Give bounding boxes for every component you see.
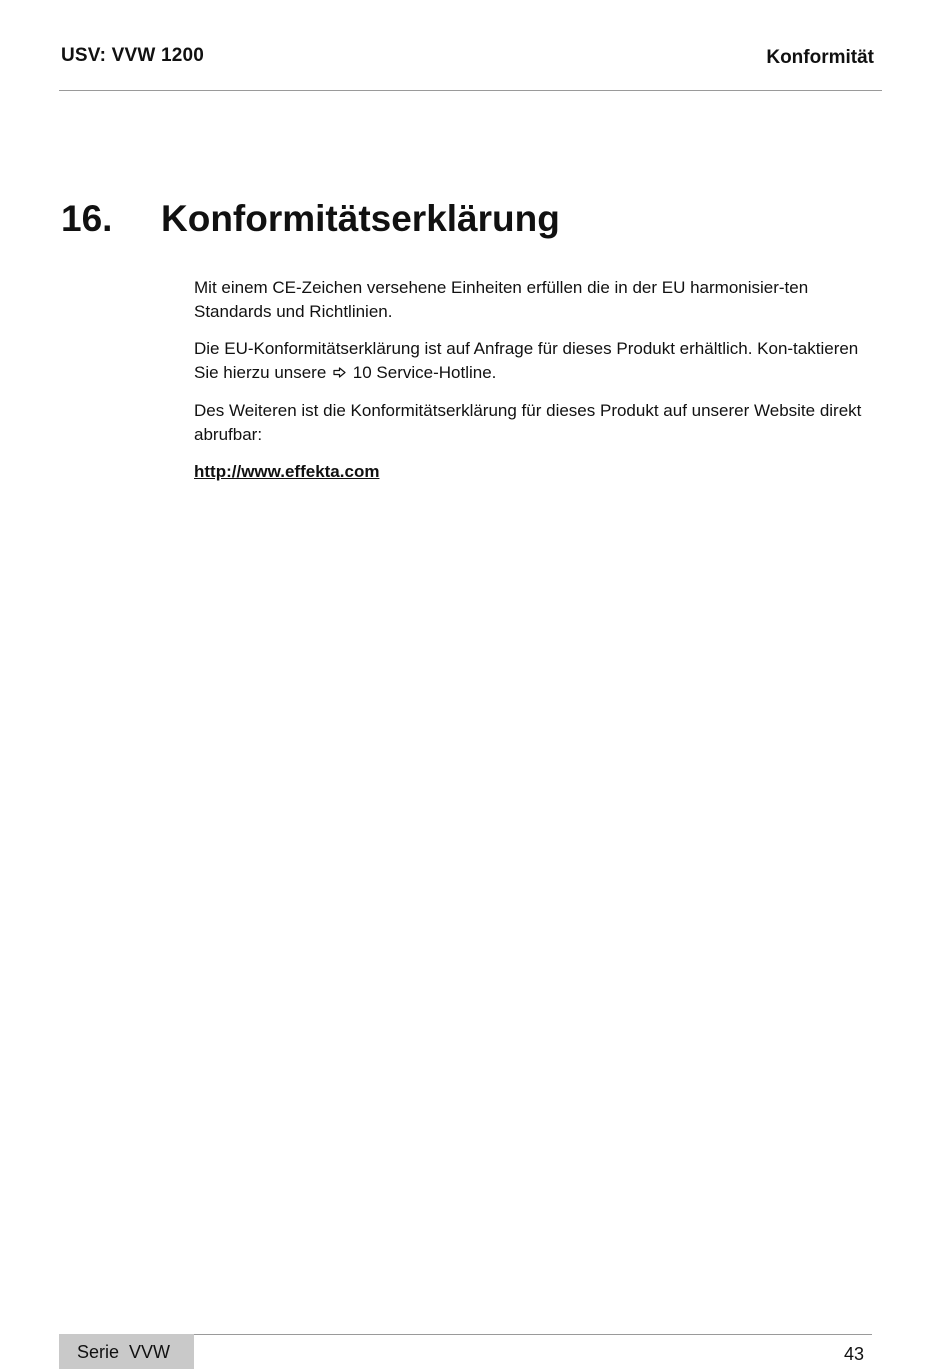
paragraph-website-download [194, 399, 864, 446]
paragraph-ce-marking-text: Mit einem CE-Zeichen versehene Einheiten erfüllen die in der EU harmonisier-ten Standards und Richtlinien. [194, 278, 809, 321]
footer-series-label: Serie VVW [77, 1342, 171, 1362]
chapter-number: 16. [61, 198, 113, 239]
header-section-title: Konformität [766, 47, 874, 68]
header-divider [59, 90, 882, 91]
paragraph-ce-marking [194, 276, 864, 323]
paragraph-declaration-request [194, 337, 864, 385]
chapter-title: Konformitätserklärung [161, 198, 560, 239]
paragraph-declaration-request-text: Die EU-Konformitätserklärung ist auf Anfrage für dieses Produkt erhältlich. Kon-taktieren Sie hierzu unsere [194, 339, 859, 382]
header-document-title: USV: VVW 1200 [61, 45, 205, 66]
effekta-website-link[interactable]: http://www.effekta.com [194, 462, 380, 481]
paragraph-link [194, 460, 864, 484]
service-hotline-reference[interactable]: 10 Service-Hotline. [352, 362, 497, 382]
page-number: 43 [843, 1344, 864, 1364]
chapter-heading [61, 198, 560, 240]
chapter-body [194, 276, 864, 498]
paragraph-website-download-text: Des Weiteren ist die Konformitätserklärung für dieses Produkt auf unserer Website direkt abrufbar: [194, 401, 862, 444]
arrow-right-outline-icon [331, 362, 348, 386]
